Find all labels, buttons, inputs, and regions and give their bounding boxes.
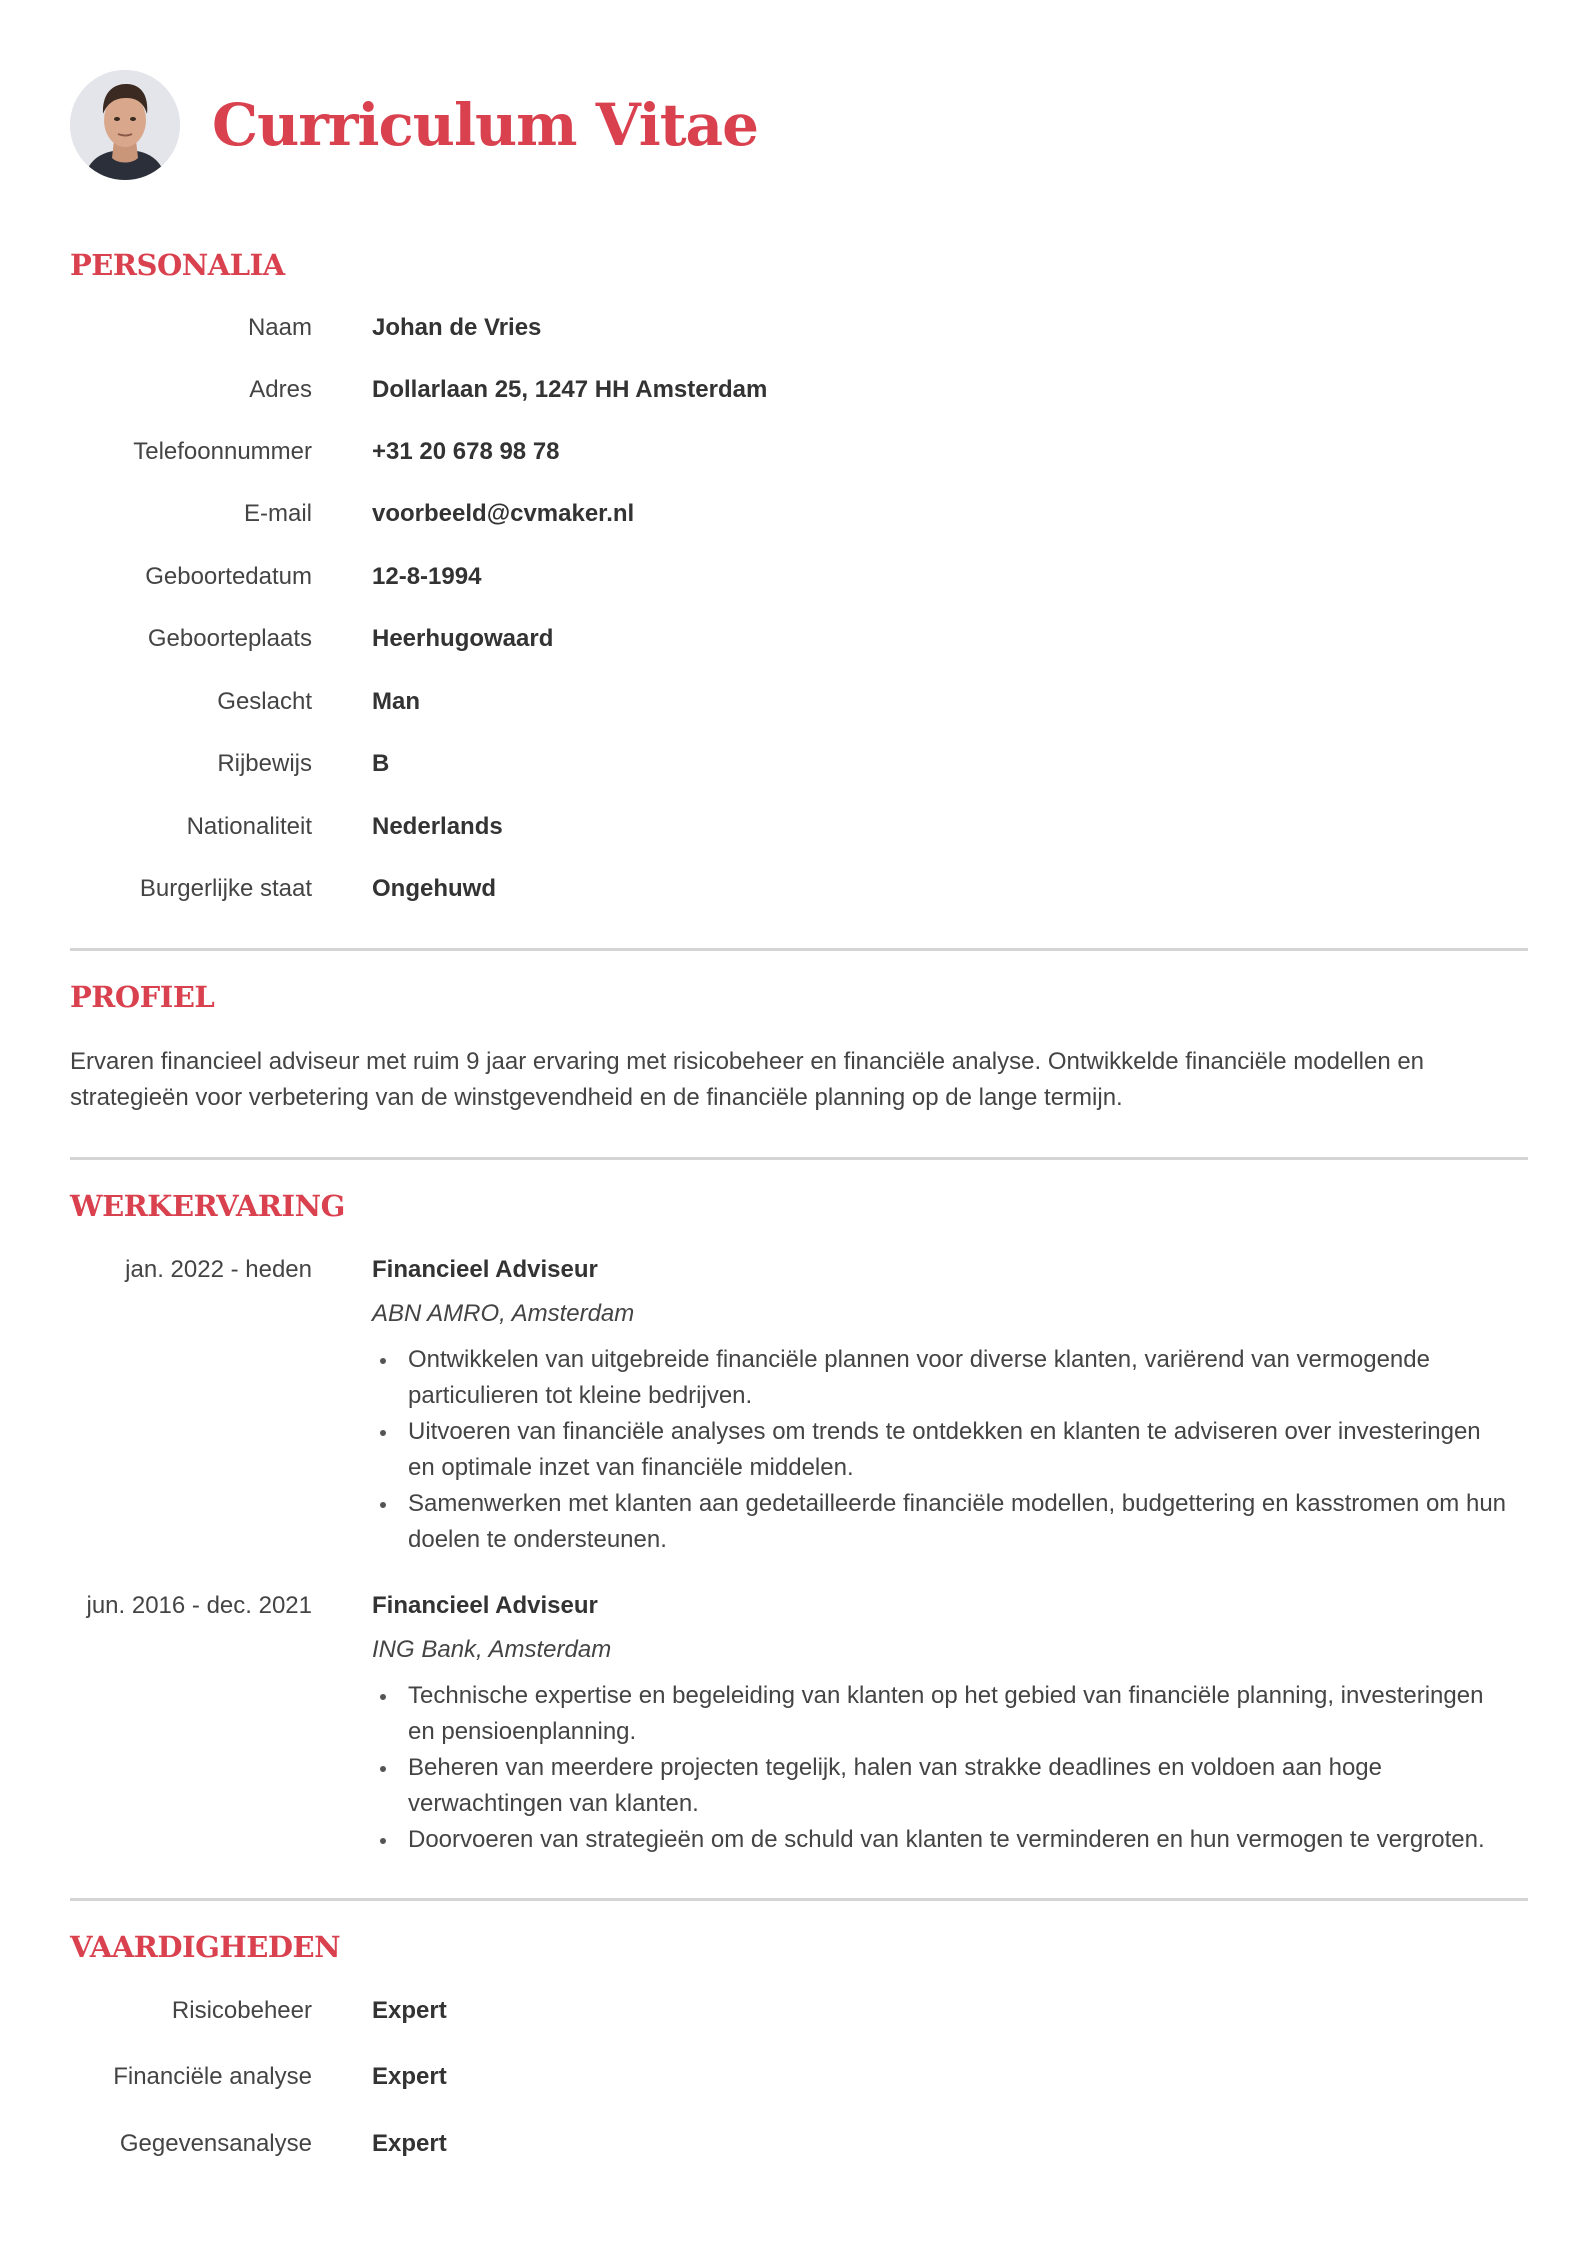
job-period: jun. 2016 - dec. 2021 — [86, 1592, 312, 1619]
personalia-label: Geboortedatum — [145, 563, 312, 590]
personalia-value: Man — [372, 688, 420, 715]
personalia-label: E-mail — [243, 500, 312, 527]
skill-label: Financiële analyse — [113, 2063, 312, 2090]
personalia-row — [0, 563, 1588, 603]
job-bullet: Doorvoeren van strategieën om de schuld van klanten te verminderen en hun vermogen te vergroten. — [372, 1822, 1512, 1858]
section-divider — [70, 1157, 1528, 1160]
job-company: ABN AMRO, Amsterdam — [372, 1300, 635, 1327]
skill-level: Expert — [372, 2063, 447, 2090]
personalia-value: +31 20 678 98 78 — [372, 438, 560, 465]
personalia-value: Ongehuwd — [372, 875, 496, 902]
section-title-personalia: PERSONALIA — [70, 248, 285, 282]
personalia-label: Geslacht — [217, 688, 312, 715]
personalia-row — [0, 500, 1588, 540]
job-period: jan. 2022 - heden — [125, 1256, 312, 1283]
personalia-row — [0, 813, 1588, 853]
job-bullet: Uitvoeren van financiële analyses om trends te ontdekken en klanten te adviseren over investeringen en optimale inzet van financiële middelen. — [372, 1414, 1512, 1486]
personalia-label: Adres — [249, 376, 312, 403]
personalia-value: Dollarlaan 25, 1247 HH Amsterdam — [372, 376, 768, 403]
job-bullets — [372, 1678, 1512, 1858]
personalia-value: Nederlands — [372, 813, 503, 840]
job-bullet: Ontwikkelen van uitgebreide financiële plannen voor diverse klanten, variërend van vermogende particulieren tot kleine bedrijven. — [372, 1342, 1512, 1414]
profile-summary: Ervaren financieel adviseur met ruim 9 jaar ervaring met risicobeheer en financiële analyse. Ontwikkelde financiële modellen en strategieën voor verbetering van de winstgevendheid en de financiële planning op de lange termijn. — [70, 1048, 1425, 1111]
skill-label: Gegevensanalyse — [119, 2130, 312, 2157]
job-bullet: Samenwerken met klanten aan gedetailleerde financiële modellen, budgettering en kasstromen om hun doelen te ondersteunen. — [372, 1486, 1512, 1558]
skill-label: Risicobeheer — [171, 1997, 312, 2024]
job-bullets — [372, 1342, 1512, 1558]
personalia-row — [0, 376, 1588, 416]
section-title-profiel: PROFIEL — [70, 980, 215, 1014]
page-title: Curriculum Vitae — [212, 91, 759, 159]
personalia-label: Burgerlijke staat — [139, 875, 312, 902]
personalia-label: Geboorteplaats — [147, 625, 312, 652]
section-title-vaardigheden: VAARDIGHEDEN — [70, 1930, 341, 1964]
job-company: ING Bank, Amsterdam — [372, 1636, 612, 1663]
job-role: Financieel Adviseur — [372, 1592, 598, 1619]
profile-photo-icon — [70, 70, 180, 180]
section-title-werkervaring: WERKERVARING — [70, 1189, 345, 1223]
skill-level: Expert — [372, 1997, 447, 2024]
personalia-label: Rijbewijs — [217, 750, 312, 777]
avatar — [70, 70, 180, 180]
personalia-value: Johan de Vries — [372, 314, 542, 341]
job-bullet: Beheren van meerdere projecten tegelijk, halen van strakke deadlines en voldoen aan hoge verwachtingen van klanten. — [372, 1750, 1512, 1822]
personalia-row — [0, 625, 1588, 665]
job-role: Financieel Adviseur — [372, 1256, 598, 1283]
personalia-value: Heerhugowaard — [372, 625, 554, 652]
personalia-value: 12-8-1994 — [372, 563, 482, 590]
personalia-value: B — [372, 750, 390, 777]
personalia-row — [0, 750, 1588, 790]
personalia-value: voorbeeld@cvmaker.nl — [372, 500, 635, 527]
skill-row — [0, 2130, 1588, 2170]
personalia-label: Naam — [247, 314, 312, 341]
personalia-label: Nationaliteit — [186, 813, 312, 840]
personalia-row — [0, 314, 1588, 354]
personalia-row — [0, 688, 1588, 728]
skill-row — [0, 1997, 1588, 2037]
job-bullet: Technische expertise en begeleiding van klanten op het gebied van financiële planning, investeringen en pensioenplanning. — [372, 1678, 1512, 1750]
skill-row — [0, 2063, 1588, 2103]
personalia-row — [0, 438, 1588, 478]
cv-header — [70, 68, 758, 182]
personalia-row — [0, 875, 1588, 915]
skill-level: Expert — [372, 2130, 447, 2157]
section-divider — [70, 948, 1528, 951]
personalia-label: Telefoonnummer — [133, 438, 312, 465]
section-divider — [70, 1898, 1528, 1901]
